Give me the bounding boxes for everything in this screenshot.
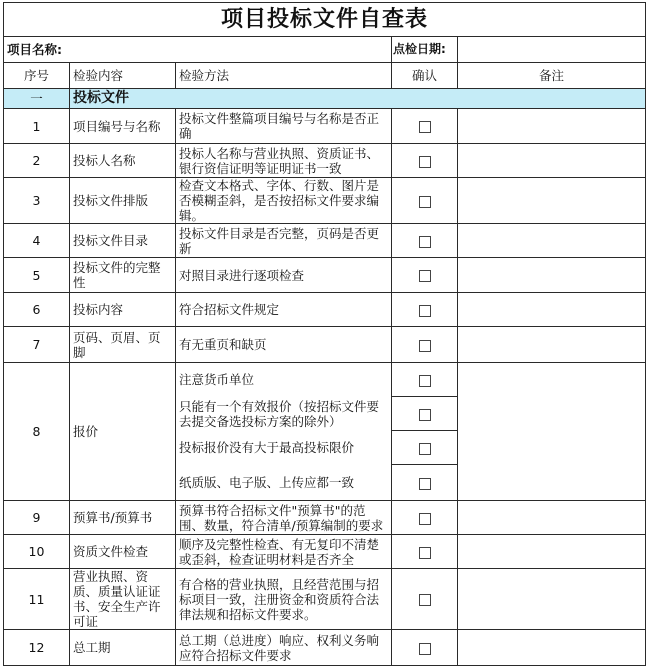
row-method: 检查文本格式、字体、行数、图片是否模糊歪斜，是否按招标文件要求编辑。 bbox=[176, 178, 392, 224]
checkbox-icon[interactable] bbox=[419, 196, 431, 208]
table-row bbox=[4, 109, 646, 144]
confirm-cell[interactable] bbox=[392, 258, 458, 293]
confirm-cell[interactable] bbox=[392, 224, 458, 258]
row-seq: 2 bbox=[4, 144, 70, 178]
checkbox-icon[interactable] bbox=[419, 513, 431, 525]
row-content: 报价 bbox=[70, 363, 176, 501]
checkbox-icon[interactable] bbox=[419, 443, 431, 455]
table-row bbox=[4, 363, 646, 397]
row-content: 总工期 bbox=[70, 630, 176, 666]
checkbox-icon[interactable] bbox=[419, 547, 431, 559]
row-content: 投标文件目录 bbox=[70, 224, 176, 258]
row-seq: 12 bbox=[4, 630, 70, 666]
sheet-title: 项目投标文件自查表 bbox=[4, 3, 646, 37]
remark-cell[interactable] bbox=[458, 258, 646, 293]
row-seq: 11 bbox=[4, 569, 70, 630]
project-name-label: 项目名称: bbox=[4, 37, 392, 63]
row-content: 投标人名称 bbox=[70, 144, 176, 178]
row-method: 只能有一个有效报价（按招标文件要去提交备选投标方案的除外） bbox=[176, 397, 392, 431]
table-row bbox=[4, 224, 646, 258]
row-content: 资质文件检查 bbox=[70, 535, 176, 569]
table-row bbox=[4, 501, 646, 535]
title-row bbox=[4, 3, 646, 37]
row-method: 总工期（总进度）响应、权利义务响应符合招标文件要求 bbox=[176, 630, 392, 666]
row-method: 对照目录进行逐项检查 bbox=[176, 258, 392, 293]
remark-cell[interactable] bbox=[458, 569, 646, 630]
row-content: 预算书/预算书 bbox=[70, 501, 176, 535]
row-method: 顺序及完整性检查、有无复印不清楚或歪斜，检查证明材料是否齐全 bbox=[176, 535, 392, 569]
section-row bbox=[4, 89, 646, 109]
row-method: 投标文件整篇项目编号与名称是否正确 bbox=[176, 109, 392, 144]
confirm-cell[interactable] bbox=[392, 630, 458, 666]
remark-cell[interactable] bbox=[458, 535, 646, 569]
row-method: 预算书符合招标文件"预算书"的范围、数量，符合清单/预算编制的要求 bbox=[176, 501, 392, 535]
row-seq: 5 bbox=[4, 258, 70, 293]
confirm-cell[interactable] bbox=[392, 144, 458, 178]
remark-cell[interactable] bbox=[458, 109, 646, 144]
checkbox-icon[interactable] bbox=[419, 409, 431, 421]
row-method: 有无重页和缺页 bbox=[176, 327, 392, 363]
row-seq: 3 bbox=[4, 178, 70, 224]
header-method: 检验方法 bbox=[176, 63, 392, 89]
row-method: 投标报价没有大于最高投标限价 bbox=[176, 431, 392, 465]
table-row bbox=[4, 293, 646, 327]
row-method: 有合格的营业执照，且经营范围与招标项目一致，注册资金和资质符合法律法规和招标文件要求。 bbox=[176, 569, 392, 630]
checkbox-icon[interactable] bbox=[419, 375, 431, 387]
confirm-cell[interactable] bbox=[392, 178, 458, 224]
project-info-row bbox=[4, 37, 646, 63]
row-method: 纸质版、电子版、上传应都一致 bbox=[176, 465, 392, 501]
section-number: 一 bbox=[4, 89, 70, 109]
checkbox-icon[interactable] bbox=[419, 594, 431, 606]
header-confirm: 确认 bbox=[392, 63, 458, 89]
confirm-cell[interactable] bbox=[392, 327, 458, 363]
checklist-table bbox=[3, 2, 646, 666]
remark-cell[interactable] bbox=[458, 178, 646, 224]
row-seq: 9 bbox=[4, 501, 70, 535]
remark-cell[interactable] bbox=[458, 293, 646, 327]
table-row bbox=[4, 178, 646, 224]
remark-cell[interactable] bbox=[458, 630, 646, 666]
remark-cell[interactable] bbox=[458, 224, 646, 258]
self-check-sheet bbox=[3, 2, 645, 666]
check-date-field[interactable] bbox=[458, 37, 646, 63]
confirm-cell[interactable] bbox=[392, 569, 458, 630]
table-row bbox=[4, 327, 646, 363]
remark-cell[interactable] bbox=[458, 363, 646, 501]
row-content: 页码、页眉、页脚 bbox=[70, 327, 176, 363]
checkbox-icon[interactable] bbox=[419, 478, 431, 490]
row-method: 符合招标文件规定 bbox=[176, 293, 392, 327]
header-remark: 备注 bbox=[458, 63, 646, 89]
confirm-cell[interactable] bbox=[392, 501, 458, 535]
confirm-cell[interactable] bbox=[392, 109, 458, 144]
row-seq: 6 bbox=[4, 293, 70, 327]
confirm-cell[interactable] bbox=[392, 465, 458, 501]
remark-cell[interactable] bbox=[458, 144, 646, 178]
row-seq: 4 bbox=[4, 224, 70, 258]
check-date-label: 点检日期: bbox=[392, 37, 458, 63]
table-row bbox=[4, 569, 646, 630]
header-content: 检验内容 bbox=[70, 63, 176, 89]
checkbox-icon[interactable] bbox=[419, 156, 431, 168]
table-row bbox=[4, 258, 646, 293]
row-seq: 7 bbox=[4, 327, 70, 363]
confirm-cell[interactable] bbox=[392, 397, 458, 431]
header-seq: 序号 bbox=[4, 63, 70, 89]
row-content: 营业执照、资质、质量认证证书、安全生产许可证 bbox=[70, 569, 176, 630]
row-seq: 1 bbox=[4, 109, 70, 144]
table-row bbox=[4, 144, 646, 178]
row-method: 投标人名称与营业执照、资质证书、银行资信证明等证明证书一致 bbox=[176, 144, 392, 178]
checkbox-icon[interactable] bbox=[419, 643, 431, 655]
checkbox-icon[interactable] bbox=[419, 236, 431, 248]
remark-cell[interactable] bbox=[458, 327, 646, 363]
table-row bbox=[4, 630, 646, 666]
row-seq: 8 bbox=[4, 363, 70, 501]
header-row bbox=[4, 63, 646, 89]
row-content: 投标内容 bbox=[70, 293, 176, 327]
confirm-cell[interactable] bbox=[392, 431, 458, 465]
checkbox-icon[interactable] bbox=[419, 340, 431, 352]
row-content: 项目编号与名称 bbox=[70, 109, 176, 144]
checkbox-icon[interactable] bbox=[419, 305, 431, 317]
confirm-cell[interactable] bbox=[392, 293, 458, 327]
row-content: 投标文件排版 bbox=[70, 178, 176, 224]
confirm-cell[interactable] bbox=[392, 363, 458, 397]
row-method: 投标文件目录是否完整，页码是否更新 bbox=[176, 224, 392, 258]
row-method: 注意货币单位 bbox=[176, 363, 392, 397]
checkbox-icon[interactable] bbox=[419, 270, 431, 282]
table-row bbox=[4, 535, 646, 569]
confirm-cell[interactable] bbox=[392, 535, 458, 569]
checkbox-icon[interactable] bbox=[419, 121, 431, 133]
section-title: 投标文件 bbox=[70, 89, 646, 109]
remark-cell[interactable] bbox=[458, 501, 646, 535]
row-content: 投标文件的完整性 bbox=[70, 258, 176, 293]
row-seq: 10 bbox=[4, 535, 70, 569]
